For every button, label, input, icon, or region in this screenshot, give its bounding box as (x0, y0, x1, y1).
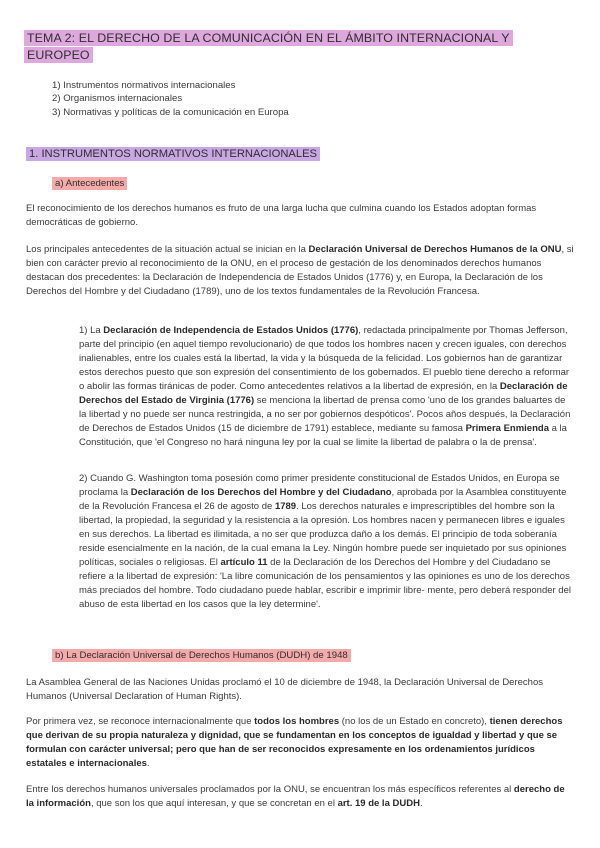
bold-text: 1789 (274, 501, 297, 513)
paragraph-universal-rights: Por primera vez, se reconoce internacionalmente que todos los hombres (no los de un Estado en concreto), tienen derechos que derivan de su propia naturaleza y dignidad, que se fundamentan en los conceptos de igualdad y libertad y que se formulan con carácter universal; pero que han de ser reconocidos expresamente en los ordenamientos jurídicos estatales e internacionales. (26, 716, 563, 770)
toc-item: 1) Instrumentos normativos internacionales (52, 80, 236, 91)
bold-text: tienen derechos que derivan de su propia naturaleza y dignidad, que se fundamentan en los conceptos de igualdad y libertad y que se formulan con carácter universal; pero que han de ser reconocidos expresamente en los ordenamientos jurídicos estatales e internacionales (26, 716, 563, 770)
toc-item: 3) Normativas y políticas de la comunicación en Europa (52, 106, 289, 118)
paragraph-intro: El reconocimiento de los derechos humanos es fruto de una larga lucha que culmina cuando los Estados adoptan formas democráticas de gobierno. (26, 203, 537, 229)
paragraph-antecedents: Los principales antecedentes de la situación actual se inician en la Declaración Universal de Derechos Humanos de la ONU, si bien con carácter previo al reconocimiento de la ONU, en el proceso de gestación de los denominados derechos humanos destacan dos precedentes: la Declaración de Independencia de Estados Unidos (1776) y, en Europa, la Declaración de los Derechos del Hombre y del Ciudadano (1789), uno de los textos fundamentales de la Revolución Francesa. (26, 244, 574, 298)
bold-text: Declaración de los Derechos del Hombre y del Ciudadano (130, 487, 392, 499)
bold-text: artículo 11 (220, 557, 268, 569)
subsection-heading-text: b) La Declaración Universal de Derechos Humanos (DUDH) de 1948 (52, 649, 351, 662)
bold-text: Declaración de Derechos del Estado de Virginia (1776) (79, 381, 568, 407)
table-of-contents (52, 79, 492, 119)
section-heading (26, 147, 320, 162)
paragraph-french-declaration: 2) Cuando G. Washington toma posesión como primer presidente constitucional de Estados Unidos, en Europa se proclama la Declaración de los Derechos del Hombre y del Ciudadano, aprobada por la Asamblea constituyente de la Revolución Francesa el 26 de agosto de 1789. Los derechos naturales e imprescriptibles del hombre son la libertad, la propiedad, la seguridad y la resistencia a la opresión. Los hombres nacen y permanecen libres e iguales en sus derechos. La libertad es ilimitada, a no ser que produzca daño a los demás. El principio de toda soberanía reside esencialmente en la nación, de la cual emana la Ley. Ningún hombre puede ser inquietado por sus opiniones políticas, sociales o religiosas. El artículo 11 de la Declaración de los Derechos del Hombre y del Ciudadano se refiere a la libertad de expresión: 'La libre comunicación de los pensamientos y las opiniones es uno de los derechos más preciados del hombre. Todo ciudadano puede hablar, escribir e imprimir libre- mente, pero deberá responder del abuso de esta libertad en los casos que la ley determine'. (79, 473, 571, 611)
document-title-text: TEMA 2: EL DERECHO DE LA COMUNICACIÓN EN EL ÁMBITO INTERNACIONAL Y EUROPEO (24, 30, 513, 63)
subsection-heading-text: a) Antecedentes (52, 177, 127, 190)
bold-text: todos los hombres (254, 716, 340, 727)
bold-text: Primera Enmienda (465, 423, 549, 435)
paragraph-independence: 1) La Declaración de Independencia de Estados Unidos (1776), redactada principalmente por Thomas Jefferson, parte del principio (en aquel tiempo revolucionario) de que todos los hombres nacen y crecen iguales, con derechos inalienables, entre los cuales está la libertad, la vida y la búsqueda de la felicidad. Los gobiernos han de garantizar estos derechos puesto que son expresión del consentimiento de los gobernados. El pueblo tiene derecho a reformar o abolir las formas tiránicas de poder. Como antecedentes relativos a la libertad de expresión, en la Declaración de Derechos del Estado de Virginia (1776) se menciona la libertad de prensa como 'uno de los grandes baluartes de la libertad y no puede ser nunca restringida, a no ser por gobiernos despóticos'. Pocos años después, la Declaración de Derechos de Estados Unidos (15 de diciembre de 1791) establece, mediante su famosa Primera Enmienda a la Constitución, que 'el Congreso no hará ninguna ley por la cual se limite la libertad de palabra o la de prensa'. (79, 325, 571, 449)
paragraph-un-assembly: La Asamblea General de las Naciones Unidas proclamó el 10 de diciembre de 1948, la Declaración Universal de Derechos Humanos (Universal Declaration of Human Rights). (26, 677, 543, 703)
bold-text: Declaración Universal de Derechos Humanos de la ONU (308, 244, 562, 255)
bold-text: Declaración de Independencia de Estados Unidos (1776) (103, 325, 359, 336)
document-title (24, 30, 544, 64)
subsection-heading-a (52, 177, 127, 190)
bold-text: derecho de la información (26, 784, 565, 810)
bold-text: art. 19 de la DUDH (337, 798, 420, 810)
paragraph-information-right: Entre los derechos humanos universales proclamados por la ONU, se encuentran los más específicos referentes al derecho de la información, que son los que aquí interesan, y que se concretan en el art. 19 de la DUDH. (26, 784, 565, 810)
subsection-heading-b (52, 649, 351, 662)
toc-item: 2) Organismos internacionales (52, 93, 183, 105)
section-heading-text: 1. INSTRUMENTOS NORMATIVOS INTERNACIONALES (26, 147, 320, 161)
